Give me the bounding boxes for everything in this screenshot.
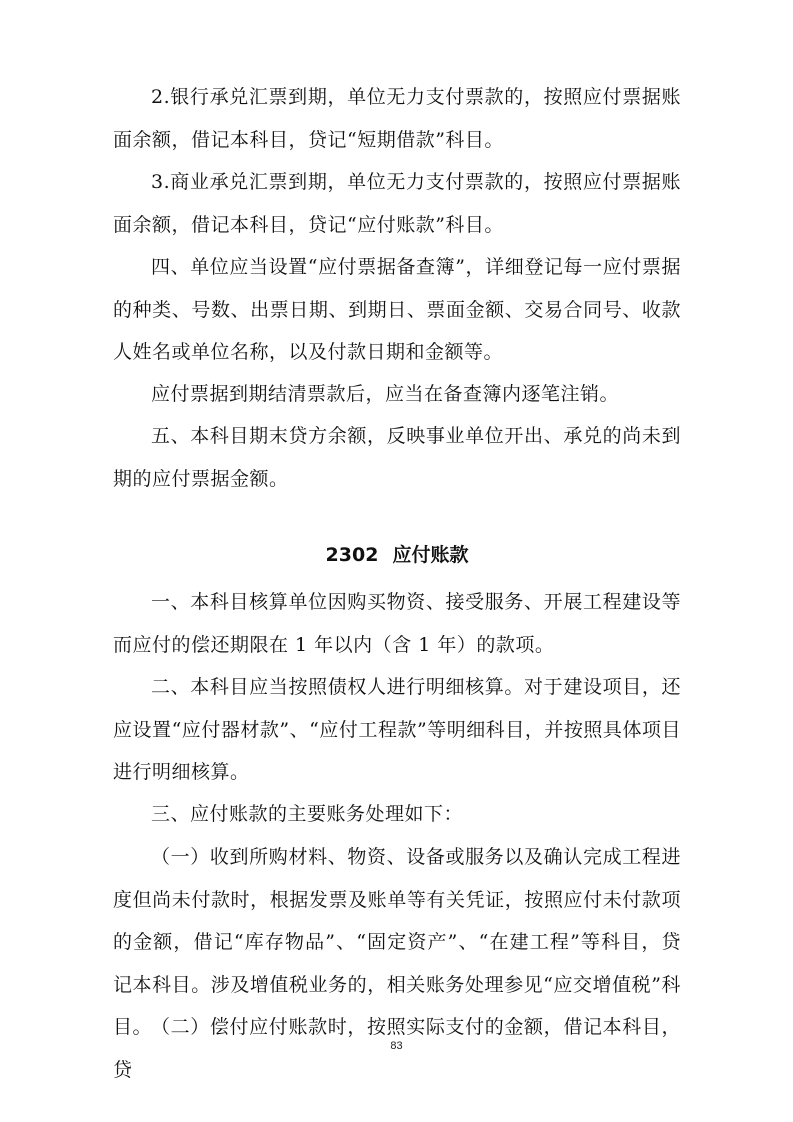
section-code: 2302 [325,544,379,566]
section-title: 应付账款 [392,544,469,566]
page-number: 83 [390,1040,403,1052]
paragraph-scope: 一、本科目核算单位因购买物资、接受服务、开展工程建设等而应付的偿还期限在 1 年以内（含 1 年）的款项。 [113,591,681,656]
paragraph-memo-book: 四、单位应当设置“应付票据备查簿”，详细登记每一应付票据的种类、号数、出票日期、到期日、票面金额、交易合同号、收款人姓名或单位名称，以及付款日期和金额等。 [113,256,681,363]
paragraph-detail-accounting: 二、本科目应当按照债权人进行明细核算。对于建设项目，还应设置“应付器材款”、“应付工程款”等明细科目，并按照具体项目进行明细核算。 [113,676,681,783]
section-heading [113,535,681,575]
paragraph-repayment: （二）偿付应付账款时，按照实际支付的金额，借记本科目，贷 [113,1016,681,1081]
paragraph-cancellation: 应付票据到期结清票款后，应当在备查簿内逐笔注销。 [151,383,620,405]
paragraph-closing-balance: 五、本科目期末贷方余额，反映事业单位开出、承兑的尚未到期的应付票据金额。 [113,425,681,490]
paragraph-receipt-unpaid: （一）收到所购材料、物资、设备或服务以及确认完成工程进度但尚未付款时，根据发票及账单等有关凭证，按照应付未付款项的金额，借记“库存物品”、“固定资产”、“在建工程”等科目，贷记本科目。涉及增值税业务的，相关账务处理参见“应交增值税”科目。 [113,846,681,1038]
paragraph-bank-acceptance-bill: 2.银行承兑汇票到期，单位无力支付票款的，按照应付票据账面余额，借记本科目，贷记“短期借款”科目。 [113,86,681,151]
paragraph-commercial-acceptance-bill: 3.商业承兑汇票到期，单位无力支付票款的，按照应付票据账面余额，借记本科目，贷记“应付账款”科目。 [113,171,681,236]
paragraph-main-treatment: 三、应付账款的主要账务处理如下： [151,803,464,825]
